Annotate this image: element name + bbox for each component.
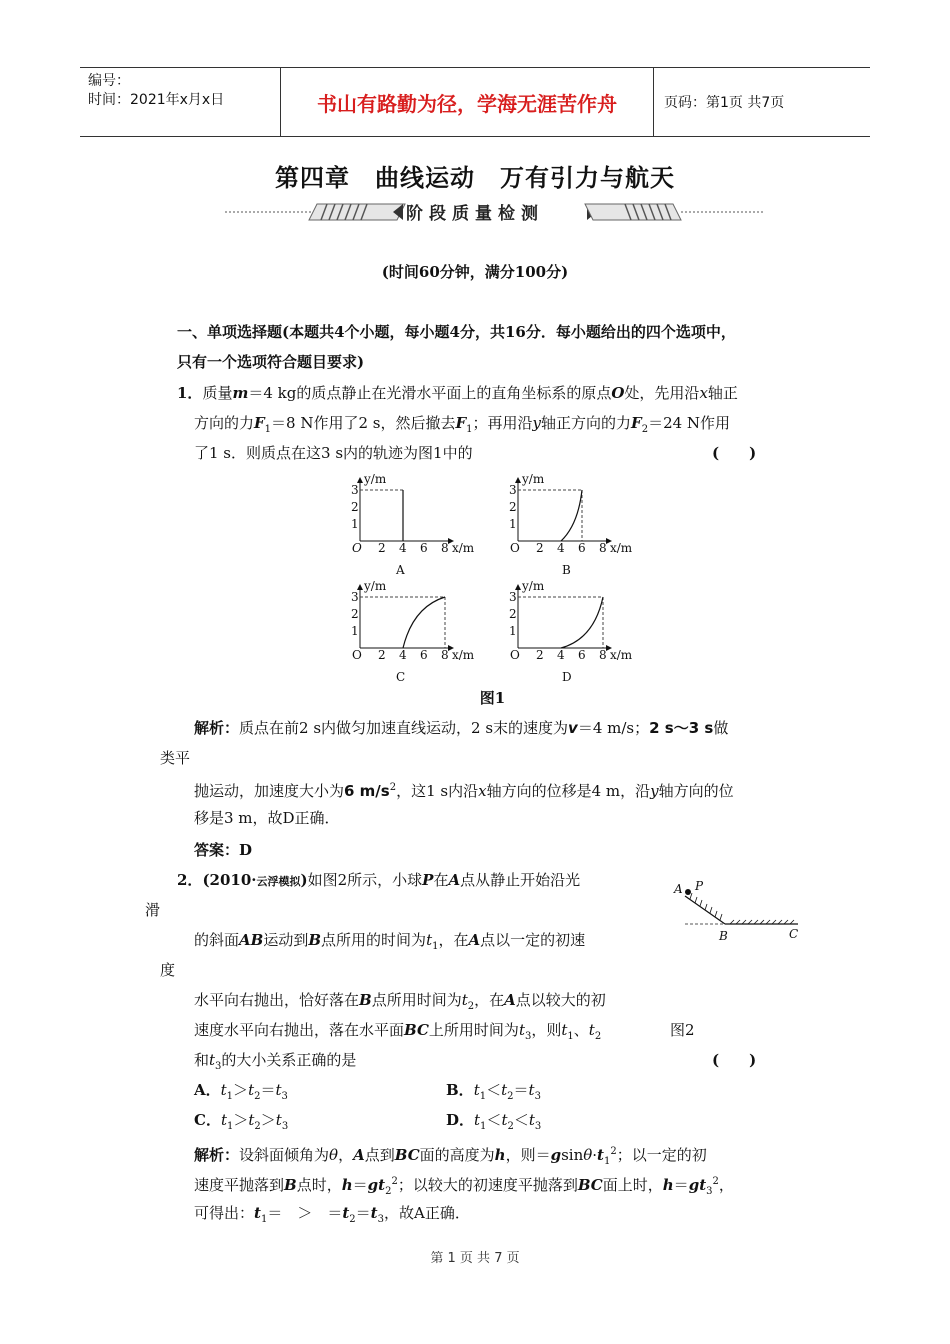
figure-1-graphs bbox=[338, 470, 658, 685]
svg-text:x/m: x/m bbox=[610, 541, 633, 555]
svg-text:4: 4 bbox=[399, 648, 407, 662]
svg-text:2: 2 bbox=[509, 500, 517, 514]
a1-line3: 抛运动，加速度大小为6 $m/s^2$，这1 s内沿x轴方向的位移是4 m，沿y轴方向的位 bbox=[194, 782, 734, 800]
q2-line5: 水平向右抛出，恰好落在B点所用时间为$t_2$，在A点以较大的初 bbox=[194, 991, 606, 1012]
chapter-title: 第四章 曲线运动 万有引力与航天 bbox=[275, 164, 675, 192]
svg-text:3: 3 bbox=[509, 483, 517, 497]
svg-text:y/m: y/m bbox=[364, 579, 387, 593]
a2-line3: 可得出：$t_1=$ ＞ $=t_2=t_3$，故A正确． bbox=[194, 1204, 470, 1225]
svg-text:1: 1 bbox=[351, 624, 359, 638]
a1-answer: 答案：D bbox=[194, 841, 253, 859]
svg-text:2: 2 bbox=[378, 648, 386, 662]
q2-option-d[interactable]: D．$t_1<t_2<t_3$ bbox=[446, 1111, 542, 1132]
svg-text:3: 3 bbox=[509, 590, 517, 604]
header-page-info: 页码：第1页 共7页 bbox=[664, 95, 785, 111]
q2-line3: 的斜面AB运动到B点所用的时间为$t_1$，在A点以一定的初速 bbox=[194, 931, 586, 952]
svg-text:3: 3 bbox=[351, 590, 359, 604]
q2-option-a[interactable]: A．$t_1>t_2=t_3$ bbox=[194, 1081, 288, 1102]
svg-text:6: 6 bbox=[578, 648, 586, 662]
section-heading-line1: 一、单项选择题(本题共4个小题，每小题4分，共16分．每小题给出的四个选项中， bbox=[177, 323, 736, 341]
svg-text:3: 3 bbox=[351, 483, 359, 497]
graph-c-label: C bbox=[396, 670, 406, 684]
date-line: 时间：2021年x月x日 bbox=[88, 92, 225, 108]
graph-d-label: D bbox=[562, 670, 572, 684]
svg-text:4: 4 bbox=[557, 541, 565, 555]
svg-text:8: 8 bbox=[599, 541, 607, 555]
figure-2-caption: 图2 bbox=[670, 1021, 695, 1039]
q1-line2: 方向的力$F_1=8$ N作用了2 s，然后撤去$F_1$；再用沿y轴正方向的力$F_2=24$ N作用 bbox=[194, 414, 731, 435]
q1-line1: 1．质量m＝4 kg的质点静止在光滑水平面上的直角坐标系的原点O处，先用沿x轴正 bbox=[177, 384, 738, 402]
graph-a-xlabel: x/m bbox=[452, 541, 475, 555]
q2-line4: 度 bbox=[160, 961, 176, 979]
serial-label: 编号： bbox=[88, 73, 130, 89]
svg-text:1: 1 bbox=[509, 624, 517, 638]
time-note: (时间60分钟，满分100分) bbox=[381, 263, 569, 281]
a1-line4: 移是3 m，故D正确． bbox=[194, 809, 340, 827]
svg-text:1: 1 bbox=[351, 517, 359, 531]
svg-text:6: 6 bbox=[578, 541, 586, 555]
q2-line2: 滑 bbox=[145, 901, 161, 919]
q2-option-b[interactable]: B．$t_1<t_2=t_3$ bbox=[446, 1081, 541, 1102]
graph-d bbox=[509, 579, 633, 684]
svg-text:2: 2 bbox=[351, 607, 359, 621]
svg-text:4: 4 bbox=[557, 648, 565, 662]
graph-a bbox=[351, 472, 475, 577]
graph-a-ylabel: y/m bbox=[364, 472, 387, 486]
svg-text:2: 2 bbox=[351, 500, 359, 514]
q2-line6: 速度水平向右抛出，落在水平面BC上所用时间为$t_3$，则$t_1$、$t_2$ bbox=[194, 1021, 602, 1042]
q2-line7: 和$t_3$的大小关系正确的是 bbox=[194, 1051, 357, 1072]
q1-line3: 了1 s．则质点在这3 s内的轨迹为图1中的 bbox=[194, 444, 473, 462]
svg-text:2: 2 bbox=[536, 541, 544, 555]
q1-answer-paren: ( ) bbox=[712, 444, 757, 462]
svg-text:2: 2 bbox=[509, 607, 517, 621]
graph-a-label: A bbox=[396, 563, 405, 577]
page-header bbox=[80, 67, 870, 137]
svg-text:6: 6 bbox=[420, 541, 428, 555]
a1-line1: 解析：质点在前2 s内做匀加速直线运动，2 s末的速度为v＝4 m/s；2 s～3 s做 bbox=[194, 719, 729, 737]
svg-text:6: 6 bbox=[420, 648, 428, 662]
svg-text:O: O bbox=[510, 648, 520, 662]
page-footer: 第 1 页 共 7 页 bbox=[430, 1251, 520, 1266]
figure-1-caption: 图1 bbox=[479, 689, 506, 707]
svg-text:x/m: x/m bbox=[610, 648, 633, 662]
svg-text:2: 2 bbox=[536, 648, 544, 662]
figure-2-label-a: A bbox=[674, 882, 683, 896]
svg-text:x/m: x/m bbox=[452, 648, 475, 662]
figure-2-label-c: C bbox=[789, 927, 799, 941]
figure-2-label-b: B bbox=[719, 929, 728, 943]
a1-line2: 类平 bbox=[160, 749, 191, 767]
graph-a-origin: O bbox=[352, 541, 362, 555]
a2-line2: 速度平抛落到B点时，$h=gt_2^2$；以较大的初速度平抛落到BC面上时，$h=gt_3^2$， bbox=[194, 1176, 734, 1197]
svg-text:O: O bbox=[352, 648, 362, 662]
q2-answer-paren: ( ) bbox=[712, 1051, 757, 1069]
svg-text:y/m: y/m bbox=[522, 472, 545, 486]
figure-2-label-p: P bbox=[695, 879, 704, 893]
header-motto: 书山有路勤为径，学海无涯苦作舟 bbox=[280, 68, 654, 136]
svg-text:8: 8 bbox=[441, 648, 449, 662]
graph-c bbox=[351, 579, 475, 684]
svg-text:4: 4 bbox=[399, 541, 407, 555]
banner-text: 阶段质量检测 bbox=[406, 204, 544, 224]
a2-line1: 解析：设斜面倾角为θ，A点到BC面的高度为h，则$=gsin\theta\cdot t_1^2$；以一定的初 bbox=[194, 1146, 707, 1167]
q2-option-c[interactable]: C．$t_1>t_2>t_3$ bbox=[194, 1111, 289, 1132]
svg-text:y/m: y/m bbox=[522, 579, 545, 593]
header-meta bbox=[80, 68, 280, 136]
q2-line1: 2．(2010·云浮模拟)如图2所示，小球P在A点从静止开始沿光 bbox=[177, 871, 581, 889]
figure-2-diagram bbox=[670, 876, 805, 946]
graph-b bbox=[509, 472, 633, 577]
svg-text:1: 1 bbox=[509, 517, 517, 531]
svg-text:8: 8 bbox=[599, 648, 607, 662]
svg-text:O: O bbox=[510, 541, 520, 555]
section-heading-line2: 只有一个选项符合题目要求) bbox=[177, 353, 365, 371]
svg-text:8: 8 bbox=[441, 541, 449, 555]
svg-text:2: 2 bbox=[378, 541, 386, 555]
graph-b-label: B bbox=[562, 563, 571, 577]
